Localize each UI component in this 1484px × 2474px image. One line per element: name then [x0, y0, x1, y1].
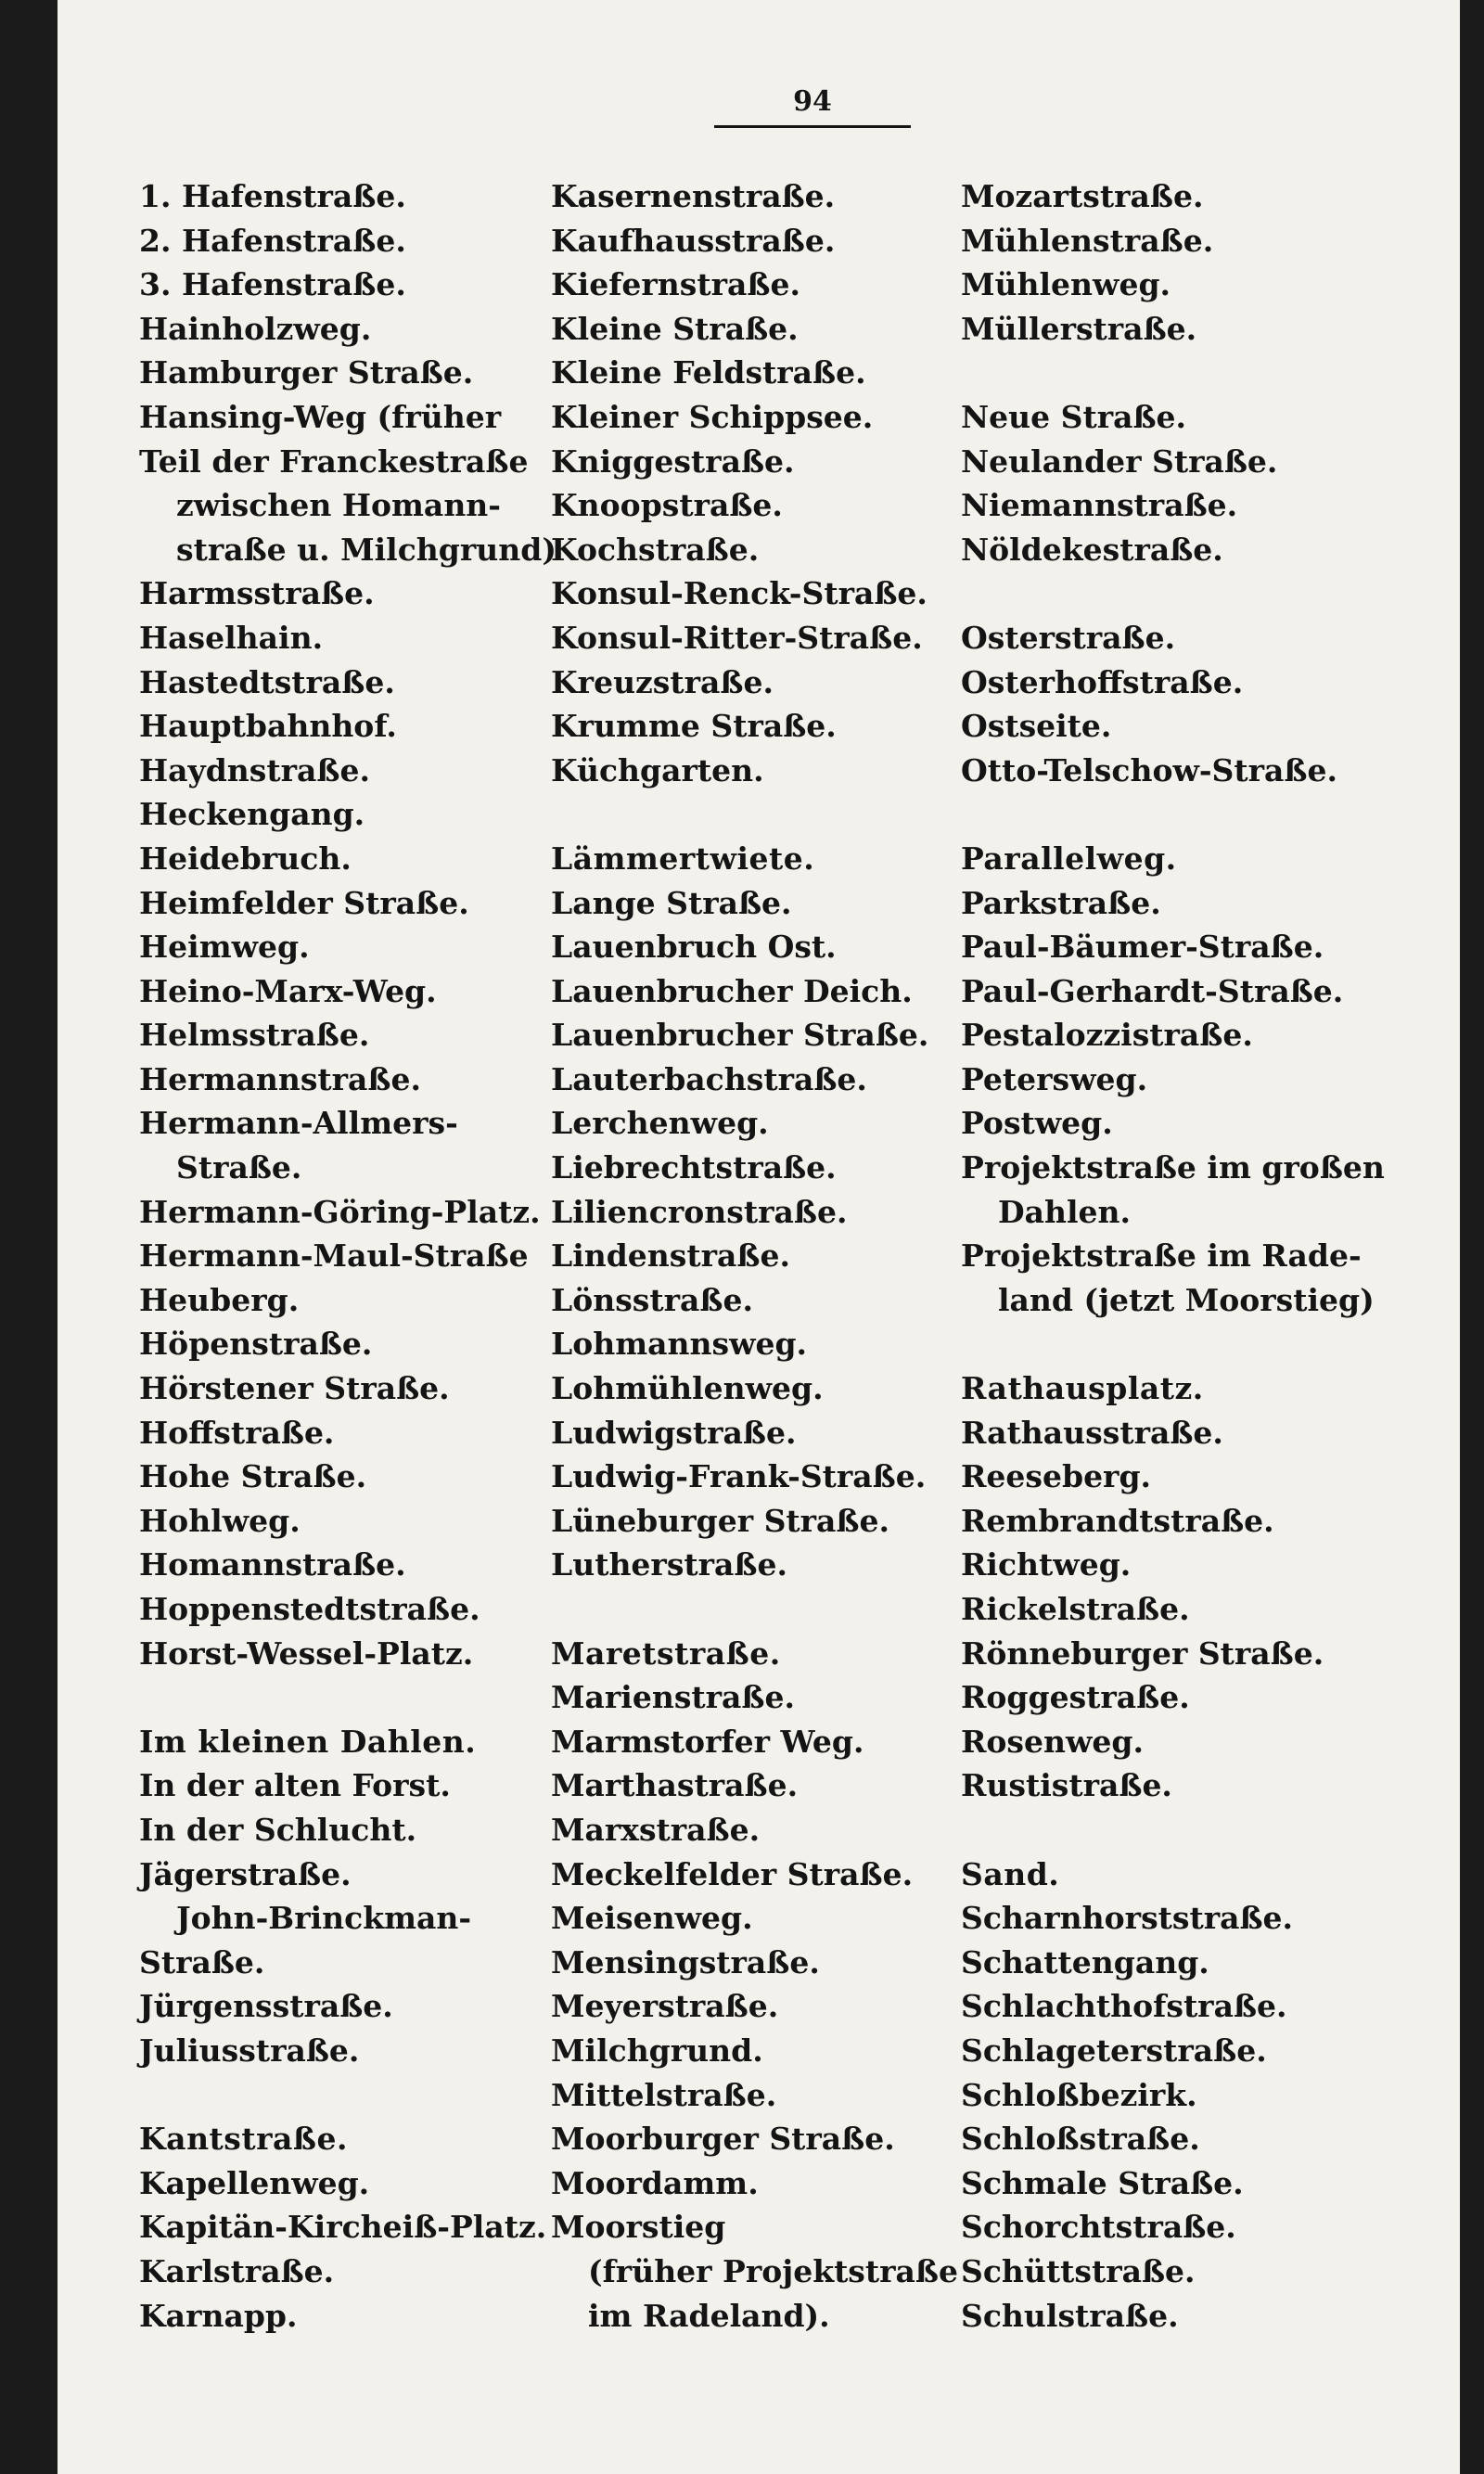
street-entry: Lutherstraße. [551, 1546, 787, 1583]
street-entry: Karlstraße. [139, 2252, 335, 2289]
street-entry: Paul-Bäumer-Straße. [961, 929, 1324, 966]
street-entry: Kleine Feldstraße. [551, 354, 866, 391]
street-entry: Meckelfelder Straße. [551, 1855, 914, 1892]
street-entry: Konsul-Ritter-Straße. [551, 619, 923, 656]
street-entry: Moorburger Straße. [551, 2121, 895, 2158]
blank-line [961, 351, 1385, 395]
street-entry: Homannstraße. [139, 1546, 406, 1583]
street-entry: Kantstraße. [139, 2121, 348, 2158]
street-entry: Schattengang. [961, 1943, 1209, 1980]
street-entry: Parallelweg. [961, 840, 1177, 877]
street-entry: Hamburger Straße. [139, 354, 474, 391]
street-entry: Knoopstraße. [551, 487, 783, 524]
street-entry: Scharnhorststraße. [961, 1900, 1294, 1937]
street-entry: Schlageterstraße. [961, 2032, 1267, 2069]
street-entry: Lauenbrucher Deich. [551, 972, 913, 1009]
street-entry: Mittelstraße. [551, 2076, 777, 2113]
street-entry: Krumme Straße. [551, 708, 837, 745]
street-entry: Kasernenstraße. [551, 178, 836, 214]
street-entry: Rosenweg. [961, 1723, 1144, 1760]
street-entry: Karnapp. [139, 2297, 298, 2334]
street-entry: Marmstorfer Weg. [551, 1723, 864, 1760]
street-entry: Jürgensstraße. [139, 1988, 393, 2025]
street-entry: In der alten Forst. [139, 1767, 451, 1804]
street-entry: Osterhoffstraße. [961, 663, 1244, 700]
street-entry: Haselhain. [139, 619, 324, 656]
street-entry: Heimweg. [139, 929, 310, 966]
street-entry: Mozartstraße. [961, 178, 1204, 214]
street-entry: Hansing-Weg (früher [139, 398, 502, 435]
blank-line [961, 1322, 1385, 1366]
street-entry: Harmsstraße. [139, 575, 375, 612]
street-entry: Lauterbachstraße. [551, 1060, 867, 1097]
street-entry: Lohmühlenweg. [551, 1370, 824, 1407]
street-entry: Hermann-Allmers- [139, 1105, 458, 1142]
blank-line [139, 2073, 556, 2118]
street-entry: Mensingstraße. [551, 1943, 820, 1980]
street-entry: Mühlenstraße. [961, 222, 1214, 259]
book-page [58, 0, 1460, 2474]
street-entry: straße u. Milchgrund) [176, 531, 556, 568]
street-entry: Hastedtstraße. [139, 663, 395, 700]
street-entry: Meyerstraße. [551, 1988, 779, 2025]
street-entry: Petersweg. [961, 1060, 1148, 1097]
street-entry: (früher Projektstraße [588, 2252, 958, 2289]
street-entry: Heino-Marx-Weg. [139, 972, 437, 1009]
street-entry: Otto-Telschow-Straße. [961, 751, 1337, 788]
street-entry: Rathausstraße. [961, 1414, 1223, 1451]
street-entry: Hörstener Straße. [139, 1370, 450, 1407]
street-entry: Kreuzstraße. [551, 663, 774, 700]
blank-line [961, 571, 1385, 616]
street-entry: Rustistraße. [961, 1767, 1172, 1804]
street-entry: Hermann-Göring-Platz. [139, 1193, 541, 1230]
street-entry: Sand. [961, 1855, 1060, 1892]
street-entry: Heidebruch. [139, 840, 352, 877]
street-entry: Lüneburger Straße. [551, 1502, 889, 1539]
street-entry: Dahlen. [998, 1193, 1132, 1230]
street-entry: Paul-Gerhardt-Straße. [961, 972, 1344, 1009]
street-column-1 [139, 174, 556, 2338]
blank-line [551, 1587, 958, 1632]
street-entry: Richtweg. [961, 1546, 1132, 1583]
street-entry: Marienstraße. [551, 1679, 795, 1716]
street-entry: Konsul-Renck-Straße. [551, 575, 928, 612]
street-entry: In der Schlucht. [139, 1811, 417, 1848]
street-entry: Nöldekestraße. [961, 531, 1223, 568]
street-entry: Lämmertwiete. [551, 840, 815, 877]
street-entry: Lerchenweg. [551, 1105, 769, 1142]
street-entry: Marthastraße. [551, 1767, 799, 1804]
street-entry: Reeseberg. [961, 1458, 1152, 1495]
street-entry: Müllerstraße. [961, 310, 1197, 347]
street-entry: Rembrandtstraße. [961, 1502, 1274, 1539]
street-entry: Lohmannsweg. [551, 1326, 808, 1363]
street-entry: Heuberg. [139, 1281, 300, 1318]
street-entry: Heimfelder Straße. [139, 884, 469, 921]
street-entry: Haydnstraße. [139, 751, 370, 788]
street-entry: Höpenstraße. [139, 1326, 373, 1363]
street-entry: Liebrechtstraße. [551, 1149, 837, 1186]
street-entry: zwischen Homann- [176, 487, 501, 524]
blank-line [961, 792, 1385, 837]
blank-line [961, 1808, 1385, 1852]
street-entry: Lindenstraße. [551, 1237, 790, 1275]
blank-line [551, 792, 958, 837]
street-entry: im Radeland). [588, 2297, 830, 2334]
street-entry: Küchgarten. [551, 751, 764, 788]
street-entry: Schmale Straße. [961, 2164, 1244, 2201]
street-entry: Milchgrund. [551, 2032, 763, 2069]
street-entry: Heckengang. [139, 796, 365, 833]
street-entry: Lange Straße. [551, 884, 792, 921]
street-entry: Schorchtstraße. [961, 2209, 1236, 2246]
street-entry: Rathausplatz. [961, 1370, 1204, 1407]
street-entry: Straße. [176, 1149, 302, 1186]
street-entry: land (jetzt Moorstieg) [998, 1281, 1375, 1318]
street-entry: Schlachthofstraße. [961, 1988, 1287, 2025]
street-entry: 1. Hafenstraße. [139, 178, 406, 214]
street-entry: Hoppenstedtstraße. [139, 1591, 480, 1627]
street-entry: Kiefernstraße. [551, 266, 800, 303]
street-entry: Parkstraße. [961, 884, 1161, 921]
street-entry: Kniggestraße. [551, 442, 795, 480]
street-entry: Schüttstraße. [961, 2252, 1196, 2289]
street-entry: Lauenbruch Ost. [551, 929, 837, 966]
street-entry: 2. Hafenstraße. [139, 222, 406, 259]
street-entry: Horst-Wessel-Platz. [139, 1634, 474, 1672]
street-entry: Kleine Straße. [551, 310, 799, 347]
street-entry: Postweg. [961, 1105, 1113, 1142]
street-entry: Meisenweg. [551, 1900, 753, 1937]
blank-line [139, 1675, 556, 1720]
street-entry: Schloßstraße. [961, 2121, 1200, 2158]
street-entry: Liliencronstraße. [551, 1193, 848, 1230]
street-entry: Hermann-Maul-Straße [139, 1237, 529, 1275]
street-entry: Hermannstraße. [139, 1060, 421, 1097]
street-entry: Hohlweg. [139, 1502, 301, 1539]
street-entry: Hohe Straße. [139, 1458, 367, 1495]
street-entry: Hoffstraße. [139, 1414, 335, 1451]
street-entry: Kochstraße. [551, 531, 760, 568]
street-entry: Kapitän-Kircheiß-Platz. [139, 2209, 547, 2246]
street-entry: Hauptbahnhof. [139, 708, 397, 745]
street-entry: Schloßbezirk. [961, 2076, 1197, 2113]
street-entry: Lauenbrucher Straße. [551, 1017, 929, 1054]
street-entry: Hainholzweg. [139, 310, 372, 347]
street-entry: John-Brinckman- [176, 1900, 472, 1937]
street-entry: Mühlenweg. [961, 266, 1171, 303]
street-entry: Im kleinen Dahlen. [139, 1723, 477, 1760]
street-entry: Neue Straße. [961, 398, 1187, 435]
street-entry: Lönsstraße. [551, 1281, 753, 1318]
street-entry: Ostseite. [961, 708, 1112, 745]
street-entry: Projektstraße im Rade- [961, 1237, 1362, 1275]
street-entry: Kaufhausstraße. [551, 222, 836, 259]
street-entry: Niemannstraße. [961, 487, 1238, 524]
street-column-3 [961, 174, 1385, 2338]
street-entry: Moordamm. [551, 2164, 759, 2201]
page-number: 94 [714, 85, 911, 128]
street-entry: Roggestraße. [961, 1679, 1190, 1716]
street-entry: Osterstraße. [961, 619, 1176, 656]
street-entry: Straße. [139, 1943, 265, 1980]
street-entry: Teil der Franckestraße [139, 442, 529, 480]
street-entry: Rönneburger Straße. [961, 1634, 1324, 1672]
street-entry: Kleiner Schippsee. [551, 398, 874, 435]
street-column-2 [551, 174, 958, 2338]
street-entry: Juliusstraße. [139, 2032, 360, 2069]
street-entry: Schulstraße. [961, 2297, 1179, 2334]
street-entry: Jägerstraße. [139, 1855, 352, 1892]
street-entry: Marxstraße. [551, 1811, 761, 1848]
street-entry: Maretstraße. [551, 1634, 781, 1672]
street-entry: 3. Hafenstraße. [139, 266, 406, 303]
street-entry: Ludwig-Frank-Straße. [551, 1458, 927, 1495]
street-entry: Pestalozzistraße. [961, 1017, 1253, 1054]
street-entry: Helmsstraße. [139, 1017, 370, 1054]
street-entry: Kapellenweg. [139, 2164, 370, 2201]
street-entry: Rickelstraße. [961, 1591, 1190, 1627]
street-entry: Ludwigstraße. [551, 1414, 797, 1451]
street-entry: Neulander Straße. [961, 442, 1278, 480]
street-entry: Projektstraße im großen [961, 1149, 1385, 1186]
street-entry: Moorstieg [551, 2209, 726, 2246]
